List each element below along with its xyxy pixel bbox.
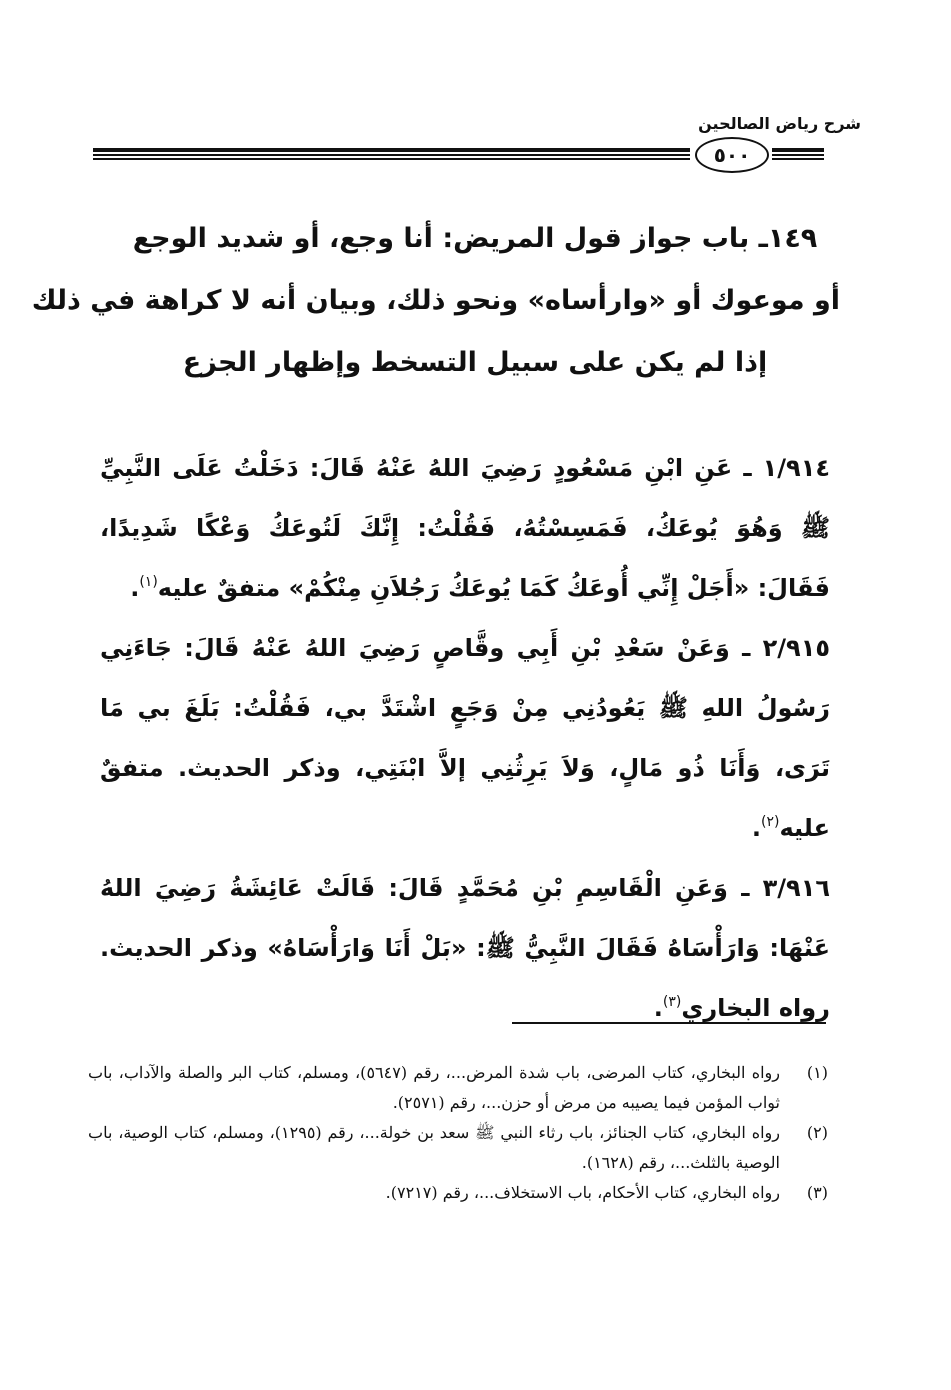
- footnote-number: (٣): [806, 1183, 828, 1202]
- footnote: [88, 1118, 828, 1178]
- footnote: [88, 1178, 828, 1208]
- footnote-separator: [512, 1022, 826, 1024]
- hadith-paragraph: ١/٩١٤ ـ عَنِ ابْنِ مَسْعُودٍ رَضِيَ اللهُ عَنْهُ قَالَ: دَخَلْتُ عَلَى النَّبِيِّ ﷺ وَهُوَ يُوعَكُ، فَمَسِسْتُهُ، فَقُلْتُ: إِنَّكَ لَتُوعَكُ وَعْكًا شَدِيدًا، فَقَالَ: «أَجَلْ إِنِّي أُوعَكُ كَمَا يُوعَكُ رَجُلاَنِ مِنْكُمْ» متفقٌ عليه$^{(١)}$.: [100, 454, 830, 602]
- running-title: شرح رياض الصالحين: [698, 114, 861, 133]
- hadith-body: [100, 438, 830, 1038]
- footnote-text: رواه البخاري، كتاب الأحكام، باب الاستخلاف...، رقم (٧٢١٧).: [385, 1183, 780, 1202]
- hadith-text: ٣/٩١٦ ـ وَعَنِ الْقَاسِمِ بْنِ مُحَمَّدٍ قَالَ: قَالَتْ عَائِشَةُ رَضِيَ اللهُ عَنْهَا: وَارَأْسَاهُ فَقَالَ النَّبِيُّ ﷺ: «بَلْ أَنَا وَارَأْسَاهُ» وذكر الحديث. رواه البخاري: [100, 874, 830, 1022]
- header-rule: [93, 148, 690, 162]
- footnote-ref: (٢): [760, 814, 780, 830]
- footnote-ref: (١): [139, 574, 158, 590]
- footnote: [88, 1058, 828, 1118]
- footnote-text: رواه البخاري، كتاب الجنائز، باب رثاء النبي ﷺ سعد بن خولة...، رقم (١٢٩٥)، ومسلم، كتاب الوصية، باب الوصية بالثلث...، رقم (١٦٢٨).: [88, 1123, 780, 1172]
- footnotes: [88, 1058, 828, 1208]
- hadith-text: ٢/٩١٥ ـ وَعَنْ سَعْدِ بْنِ أَبِي وقَّاصٍ رَضِيَ اللهُ عَنْهُ قَالَ: جَاءَنِي رَسُولُ اللهِ ﷺ يَعُودُنِي مِنْ وَجَعٍ اشْتَدَّ بي، فَقُلْتُ: بَلَغَ بي مَا تَرَى، وَأَنَا ذُو مَالٍ، وَلاَ يَرِثُنِي إلاَّ ابْنَتِي، وذكر الحديث. متفقٌ عليه: [100, 634, 830, 842]
- hadith-paragraph: ٢/٩١٥ ـ وَعَنْ سَعْدِ بْنِ أَبِي وقَّاصٍ رَضِيَ اللهُ عَنْهُ قَالَ: جَاءَنِي رَسُولُ اللهِ ﷺ يَعُودُنِي مِنْ وَجَعٍ اشْتَدَّ بي، فَقُلْتُ: بَلَغَ بي مَا تَرَى، وَأَنَا ذُو مَالٍ، وَلاَ يَرِثُنِي إلاَّ ابْنَتِي، وذكر الحديث. متفقٌ عليه$^{(٢)}$.: [100, 634, 830, 842]
- footnote-number: (٢): [806, 1123, 828, 1142]
- hadith-text: ١/٩١٤ ـ عَنِ ابْنِ مَسْعُودٍ رَضِيَ اللهُ عَنْهُ قَالَ: دَخَلْتُ عَلَى النَّبِيِّ ﷺ وَهُوَ يُوعَكُ، فَمَسِسْتُهُ، فَقُلْتُ: إِنَّكَ لَتُوعَكُ وَعْكًا شَدِيدًا، فَقَالَ: «أَجَلْ إِنِّي أُوعَكُ كَمَا يُوعَكُ رَجُلاَنِ مِنْكُمْ» متفقٌ عليه: [100, 454, 830, 602]
- footnote-number: (١): [806, 1063, 828, 1082]
- chapter-heading: [31, 208, 840, 394]
- chapter-heading-line: أو موعوك أو «وارأساه» ونحو ذلك، وبيان أنه لا كراهة في ذلك: [31, 285, 840, 316]
- header-rule-short: [772, 148, 824, 162]
- hadith-paragraph: ٣/٩١٦ ـ وَعَنِ الْقَاسِمِ بْنِ مُحَمَّدٍ قَالَ: قَالَتْ عَائِشَةُ رَضِيَ اللهُ عَنْهَا: وَارَأْسَاهُ فَقَالَ النَّبِيُّ ﷺ: «بَلْ أَنَا وَارَأْسَاهُ» وذكر الحديث. رواه البخاري$^{(٣)}$.: [100, 874, 830, 1022]
- chapter-heading-line: ١٤٩ـ باب جواز قول المريض: أنا وجع، أو شديد الوجع: [132, 223, 818, 254]
- page-number: ٥٠٠: [695, 137, 769, 173]
- chapter-heading-line: إذا لم يكن على سبيل التسخط وإظهار الجزع: [182, 347, 768, 378]
- footnote-ref: (٣): [662, 994, 682, 1010]
- footnote-text: رواه البخاري، كتاب المرضى، باب شدة المرض...، رقم (٥٦٤٧)، ومسلم، كتاب البر والصلة والآداب، باب ثواب المؤمن فيما يصيبه من مرض أو حزن...، رقم (٢٥٧١).: [88, 1063, 781, 1112]
